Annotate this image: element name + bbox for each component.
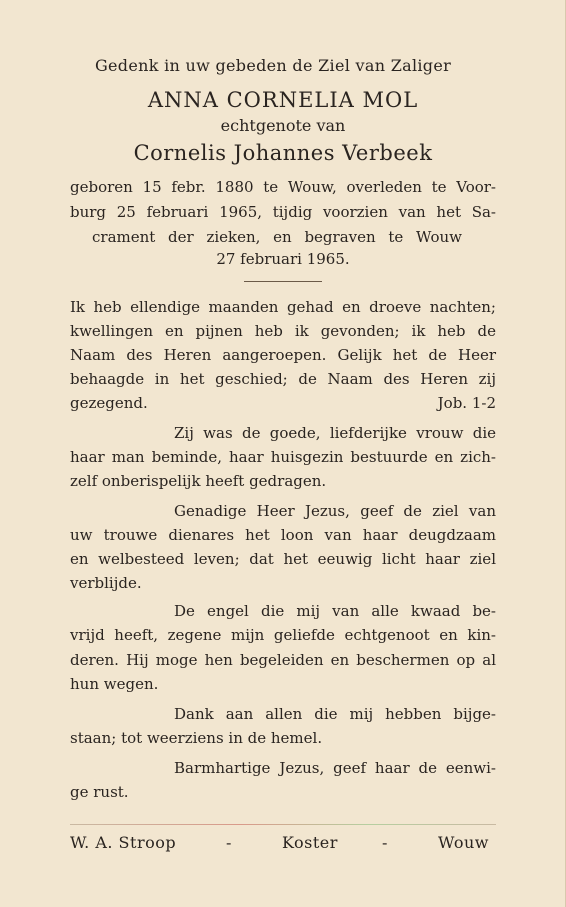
quote-line: kwellingen en pijnen heb ik gevonden; ik heb de xyxy=(70,322,496,340)
paragraph-line: De engel die mij van alle kwaad be- xyxy=(174,602,496,620)
footer-printer: W. A. Stroop xyxy=(70,833,177,852)
quote-reference: Job. 1-2 xyxy=(437,394,496,412)
quote-line: behaagde in het geschied; de Naam des Heren zij xyxy=(70,370,496,388)
paragraph-line: ge rust. xyxy=(70,783,129,801)
footer-rule xyxy=(70,824,496,825)
paragraph-line: zelf onberispelijk heeft gedragen. xyxy=(70,472,327,490)
divider xyxy=(244,281,322,282)
paragraph-line: deren. Hij moge hen begeleiden en beschermen op al xyxy=(70,651,496,669)
paragraph-line: staan; tot weerziens in de hemel. xyxy=(70,729,323,747)
footer-place: Wouw xyxy=(438,833,489,852)
bio-line: burg 25 februari 1965, tijdig voorzien van het Sa- xyxy=(70,203,496,221)
bio-line: crament der zieken, en begraven te Wouw xyxy=(92,228,462,246)
paragraph-line: Dank aan allen die mij hebben bijge- xyxy=(174,705,496,723)
paragraph-line: hun wegen. xyxy=(70,675,159,693)
footer-separator: - xyxy=(226,833,232,852)
quote-line: gezegend. xyxy=(70,394,148,412)
quote-line: Naam des Heren aangeroepen. Gelijk het de Heer xyxy=(70,346,496,364)
paragraph-line: Zij was de goede, liefderijke vrouw die xyxy=(174,424,496,442)
intro-line: Gedenk in uw gebeden de Ziel van Zaliger xyxy=(94,56,452,75)
deceased-name: ANNA CORNELIA MOL xyxy=(147,88,419,112)
paragraph-line: verblijde. xyxy=(70,574,142,592)
paragraph-line: uw trouwe dienares het loon van haar deugdzaam xyxy=(70,526,496,544)
paragraph-line: vrijd heeft, zegene mijn geliefde echtgenoot en kin- xyxy=(70,626,496,644)
paragraph-line: Barmhartige Jezus, geef haar de eenwi- xyxy=(174,759,496,777)
paragraph-line: haar man beminde, haar huisgezin bestuurde en zich- xyxy=(70,448,496,466)
bio-line: geboren 15 febr. 1880 te Wouw, overleden te Voor- xyxy=(70,178,496,196)
footer-separator: - xyxy=(382,833,388,852)
paragraph-line: en welbesteed leven; dat het eeuwig licht haar ziel xyxy=(70,550,496,568)
spouse-intro: echtgenote van xyxy=(220,116,346,135)
quote-line: Ik heb ellendige maanden gehad en droeve nachten; xyxy=(70,298,496,316)
spouse-name: Cornelis Johannes Verbeek xyxy=(133,141,433,165)
bio-line: 27 februari 1965. xyxy=(216,250,350,268)
paragraph-line: Genadige Heer Jezus, geef de ziel van xyxy=(174,502,496,520)
footer-role: Koster xyxy=(282,833,338,852)
